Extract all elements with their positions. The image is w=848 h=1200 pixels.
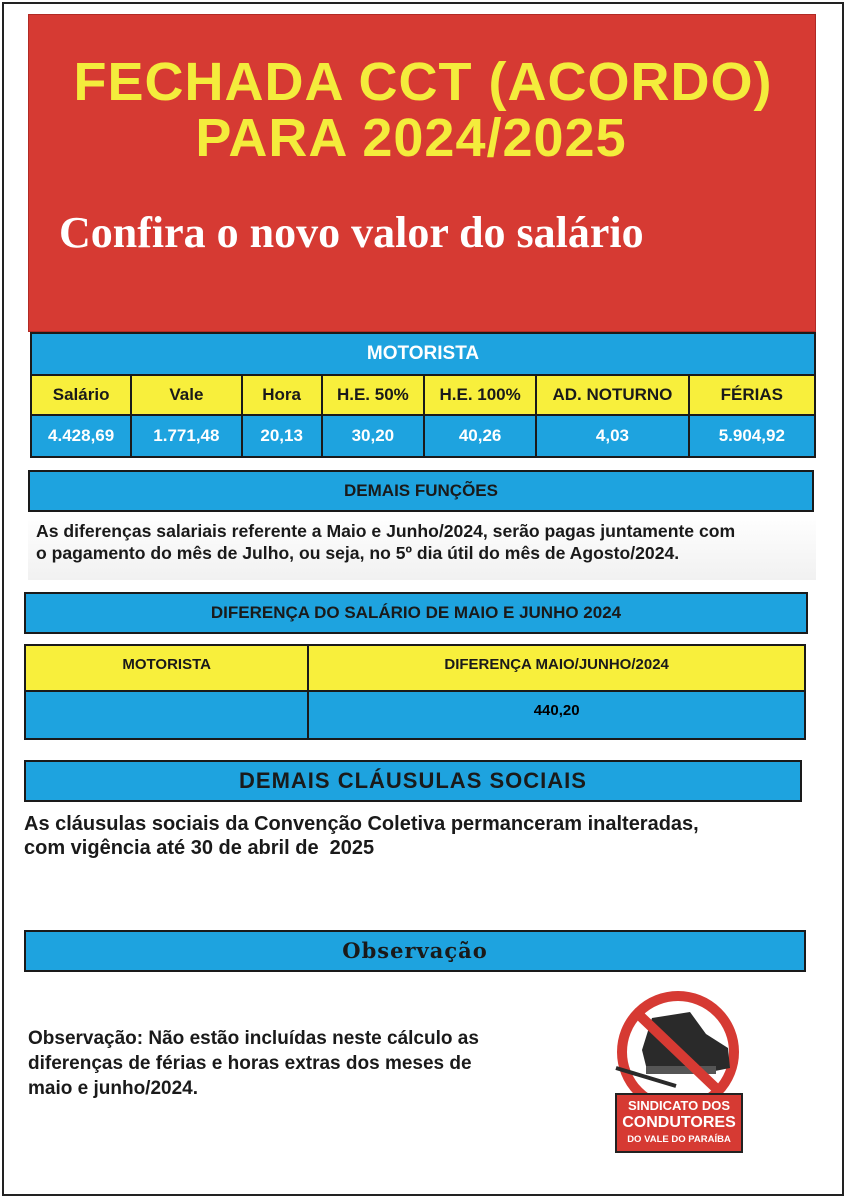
table-cell: 440,20 <box>308 691 805 739</box>
clausulas-line2: com vigência até 30 de abril de 2025 <box>24 837 375 859</box>
motorista-table <box>30 332 816 458</box>
demais-funcoes-line1: As diferenças salariais referente a Maio e Junho/2024, serão pagas juntamente com <box>36 521 736 541</box>
table-cell: 1.771,48 <box>131 415 241 457</box>
diferenca-bar <box>24 592 808 634</box>
motorista-header-row <box>31 375 815 415</box>
table-cell: 4,03 <box>536 415 688 457</box>
sindicato-logo <box>606 990 752 1156</box>
demais-funcoes-bar <box>28 470 814 512</box>
demais-funcoes-line2: o pagamento do mês de Julho, ou seja, no 5º dia útil do mês de Agosto/2024. <box>36 543 680 563</box>
clausulas-bar <box>24 760 802 802</box>
logo-line2: CONDUTORES <box>622 1114 736 1131</box>
column-header: FÉRIAS <box>689 375 815 415</box>
diferenca-value-row <box>25 691 805 739</box>
column-header: AD. NOTURNO <box>536 375 688 415</box>
observacao-line1: Observação: Não estão incluídas neste cálculo as <box>28 1028 479 1049</box>
table-cell <box>25 691 308 739</box>
column-header: H.E. 100% <box>424 375 536 415</box>
observacao-line2: diferenças de férias e horas extras dos meses de <box>28 1053 472 1074</box>
table-cell: 5.904,92 <box>689 415 815 457</box>
column-header: MOTORISTA <box>25 645 308 691</box>
column-header: Hora <box>242 375 322 415</box>
diferenca-header-row <box>25 645 805 691</box>
logo-line1: SINDICATO DOS <box>627 1098 731 1113</box>
table-cell: 30,20 <box>322 415 424 457</box>
demais-funcoes-text <box>36 520 816 564</box>
column-header: Vale <box>131 375 241 415</box>
observacao-bar <box>24 930 806 972</box>
header-subtitle: Confira o novo valor do salário <box>59 208 644 257</box>
diferenca-title: DIFERENÇA DO SALÁRIO DE MAIO E JUNHO 2024 <box>210 603 622 622</box>
observacao-title: Observação <box>342 938 488 963</box>
motorista-value-row <box>31 415 815 457</box>
logo-line3: DO VALE DO PARAÍBA <box>627 1134 731 1145</box>
clausulas-title: DEMAIS CLÁUSULAS SOCIAIS <box>239 768 587 793</box>
column-header: Salário <box>31 375 131 415</box>
header-banner <box>28 14 816 332</box>
table-cell: 40,26 <box>424 415 536 457</box>
table-cell: 4.428,69 <box>31 415 131 457</box>
column-header: H.E. 50% <box>322 375 424 415</box>
observacao-line3: maio e junho/2024. <box>28 1078 198 1099</box>
observacao-text <box>28 1026 588 1101</box>
clausulas-text <box>24 812 814 860</box>
header-title-line2: PARA 2024/2025 <box>195 108 627 168</box>
table-cell: 20,13 <box>242 415 322 457</box>
header-title-line1: FECHADA CCT (ACORDO) <box>73 52 773 112</box>
column-header: DIFERENÇA MAIO/JUNHO/2024 <box>308 645 805 691</box>
diferenca-table <box>24 644 806 740</box>
clausulas-line1: As cláusulas sociais da Convenção Coletiva permanceram inalteradas, <box>24 813 699 835</box>
motorista-table-title: MOTORISTA <box>31 333 815 375</box>
demais-funcoes-title: DEMAIS FUNÇÕES <box>344 481 498 500</box>
